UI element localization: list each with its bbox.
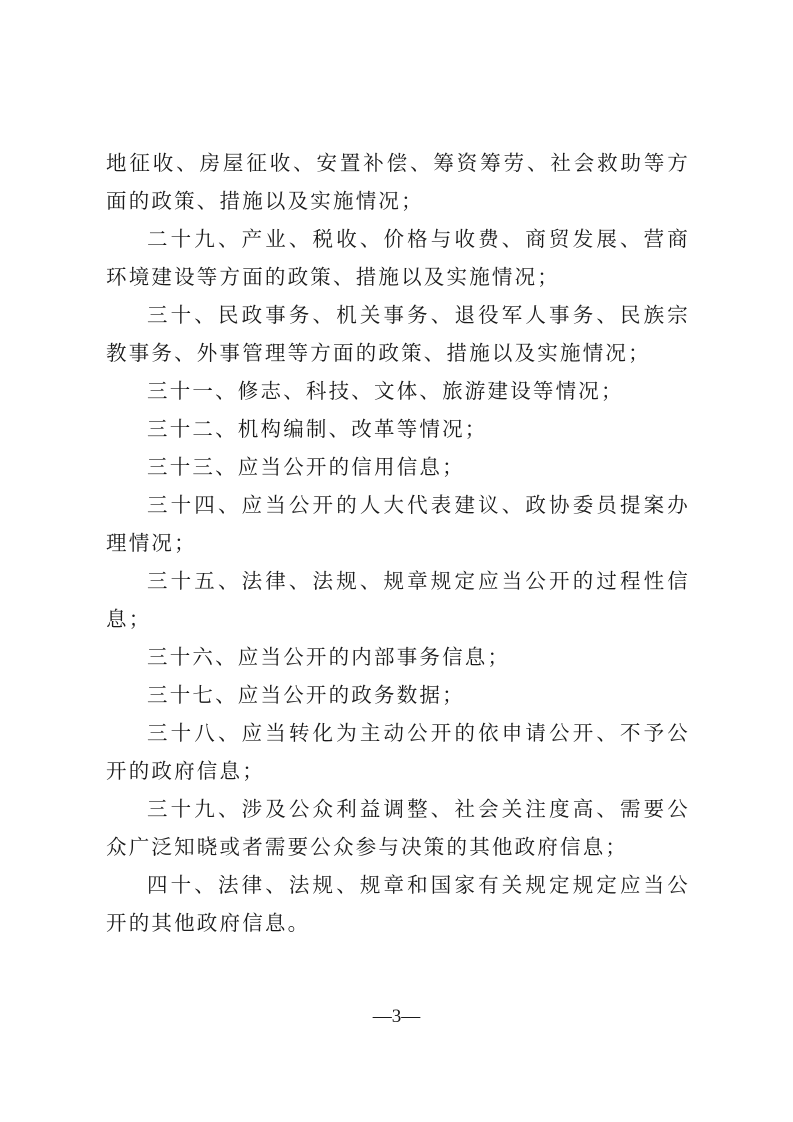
paragraph-item-40: 四十、法律、法规、规章和国家有关规定规定应当公开的其他政府信息。: [106, 873, 690, 935]
paragraph-item-36: 三十六、应当公开的内部事务信息；: [147, 645, 511, 669]
paragraph-item-33: 三十三、应当公开的信用信息；: [147, 455, 465, 479]
paragraph-item-30: 三十、民政事务、机关事务、退役军人事务、民族宗教事务、外事管理等方面的政策、措施以及实施情况；: [106, 303, 690, 365]
paragraph-item-38: 三十八、应当转化为主动公开的依申请公开、不予公开的政府信息；: [106, 721, 690, 783]
paragraph-item-31: 三十一、修志、科技、文体、旅游建设等情况；: [147, 379, 624, 403]
paragraph-item-37: 三十七、应当公开的政务数据；: [147, 683, 465, 707]
paragraph-item-39: 三十九、涉及公众利益调整、社会关注度高、需要公众广泛知晓或者需要公众参与决策的其他政府信息；: [106, 797, 690, 859]
paragraph-item-32: 三十二、机构编制、改革等情况；: [147, 417, 488, 441]
paragraph-continuation: 地征收、房屋征收、安置补偿、筹资筹劳、社会救助等方面的政策、措施以及实施情况；: [106, 151, 690, 213]
body-text: [106, 144, 690, 942]
paragraph-item-34: 三十四、应当公开的人大代表建议、政协委员提案办理情况；: [106, 493, 690, 555]
paragraph-item-29: 二十九、产业、税收、价格与收费、商贸发展、营商环境建设等方面的政策、措施以及实施情况；: [106, 227, 690, 289]
page-number: —3—: [372, 1006, 421, 1027]
paragraph-item-35: 三十五、法律、法规、规章规定应当公开的过程性信息；: [106, 569, 690, 631]
